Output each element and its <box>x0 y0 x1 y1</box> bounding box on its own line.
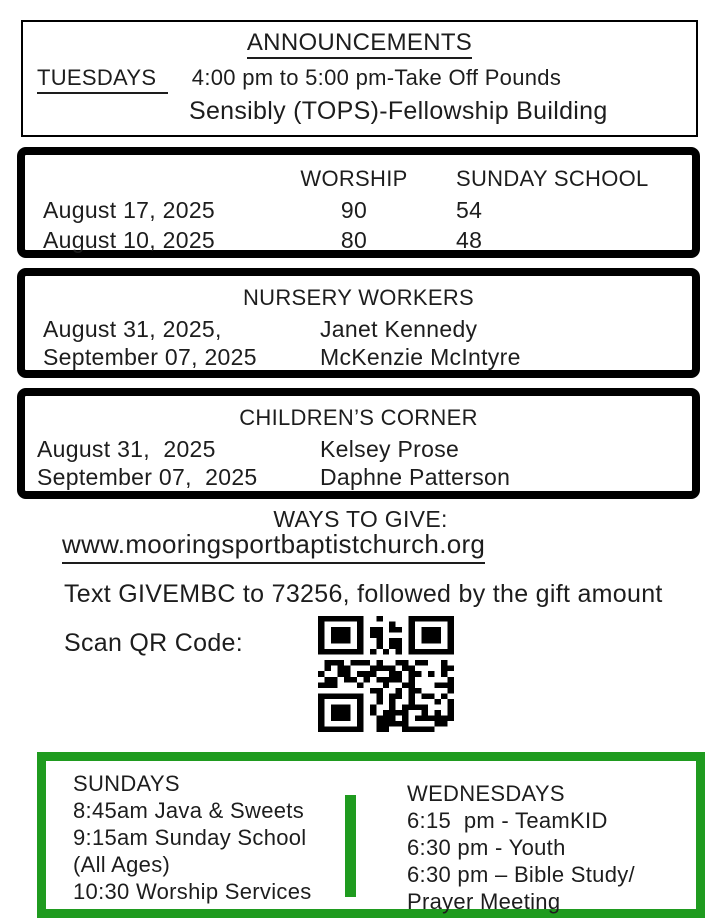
nursery-row <box>25 343 692 371</box>
childrens-corner-row <box>25 463 692 491</box>
sundays-column <box>73 770 312 905</box>
nursery-row <box>25 315 692 343</box>
announcements-title: ANNOUNCEMENTS <box>247 29 472 59</box>
wednesdays-item: 6:30 pm – Bible Study/ <box>407 862 635 887</box>
childrens-corner-name: Daphne Patterson <box>320 464 511 490</box>
sundays-item: (All Ages) <box>73 852 171 877</box>
tops-schedule-text: 4:00 pm to 5:00 pm-Take Off Pounds <box>191 65 562 90</box>
weekly-schedule-box <box>37 752 705 918</box>
nursery-workers-box <box>17 268 700 378</box>
childrens-corner-box <box>17 388 700 499</box>
text-to-give-instruction: Text GIVEMBC to 73256, followed by the gift amount <box>64 580 663 608</box>
wednesdays-item: 6:15 pm - TeamKID <box>407 808 608 833</box>
attendance-box <box>17 147 700 258</box>
wednesdays-column <box>407 780 635 915</box>
nursery-workers-title: NURSERY WORKERS <box>242 285 475 310</box>
worship-count: 90 <box>340 197 368 223</box>
tuesdays-label: TUESDAYS <box>37 65 168 94</box>
sunday-school-header: SUNDAY SCHOOL <box>456 166 649 191</box>
nursery-worker-name: Janet Kennedy <box>320 316 478 342</box>
wednesdays-title: WEDNESDAYS <box>407 781 565 806</box>
ways-to-give-title: WAYS TO GIVE: <box>273 506 448 532</box>
church-website-link[interactable]: www.mooringsportbaptistchurch.org <box>62 529 485 564</box>
childrens-corner-name: Kelsey Prose <box>320 436 460 462</box>
childrens-corner-title: CHILDREN’S CORNER <box>239 405 478 430</box>
childrens-corner-date: August 31, 2025 <box>37 436 216 462</box>
sundays-item: 9:15am Sunday School <box>73 825 307 850</box>
attendance-row <box>25 195 692 225</box>
worship-count: 80 <box>340 227 368 253</box>
scan-qr-label: Scan QR Code: <box>64 629 243 657</box>
attendance-header-row <box>25 166 692 191</box>
worship-header: WORSHIP <box>300 166 408 191</box>
attendance-row <box>25 225 692 255</box>
announcements-title-row <box>23 29 696 57</box>
nursery-date: August 31, 2025, <box>43 316 222 342</box>
tops-location-text: Sensibly (TOPS)-Fellowship Building <box>189 97 608 125</box>
qr-code-icon <box>318 616 454 732</box>
sundays-title: SUNDAYS <box>73 771 180 796</box>
announcements-box <box>21 20 698 137</box>
schedule-divider-bar <box>345 795 356 897</box>
attendance-date: August 17, 2025 <box>43 197 216 223</box>
wednesdays-item: 6:30 pm - Youth <box>407 835 566 860</box>
sunday-school-count: 54 <box>456 197 483 223</box>
sundays-item: 10:30 Worship Services <box>73 879 312 904</box>
nursery-date: September 07, 2025 <box>43 344 257 370</box>
childrens-corner-date: September 07, 2025 <box>37 464 258 490</box>
nursery-worker-name: McKenzie McIntyre <box>320 344 521 370</box>
wednesdays-item: Prayer Meeting <box>407 889 561 914</box>
sunday-school-count: 48 <box>456 227 483 253</box>
sundays-item: 8:45am Java & Sweets <box>73 798 305 823</box>
attendance-header-spacer <box>25 166 279 191</box>
attendance-date: August 10, 2025 <box>43 227 216 253</box>
tuesdays-row <box>23 65 696 94</box>
childrens-corner-row <box>25 435 692 463</box>
